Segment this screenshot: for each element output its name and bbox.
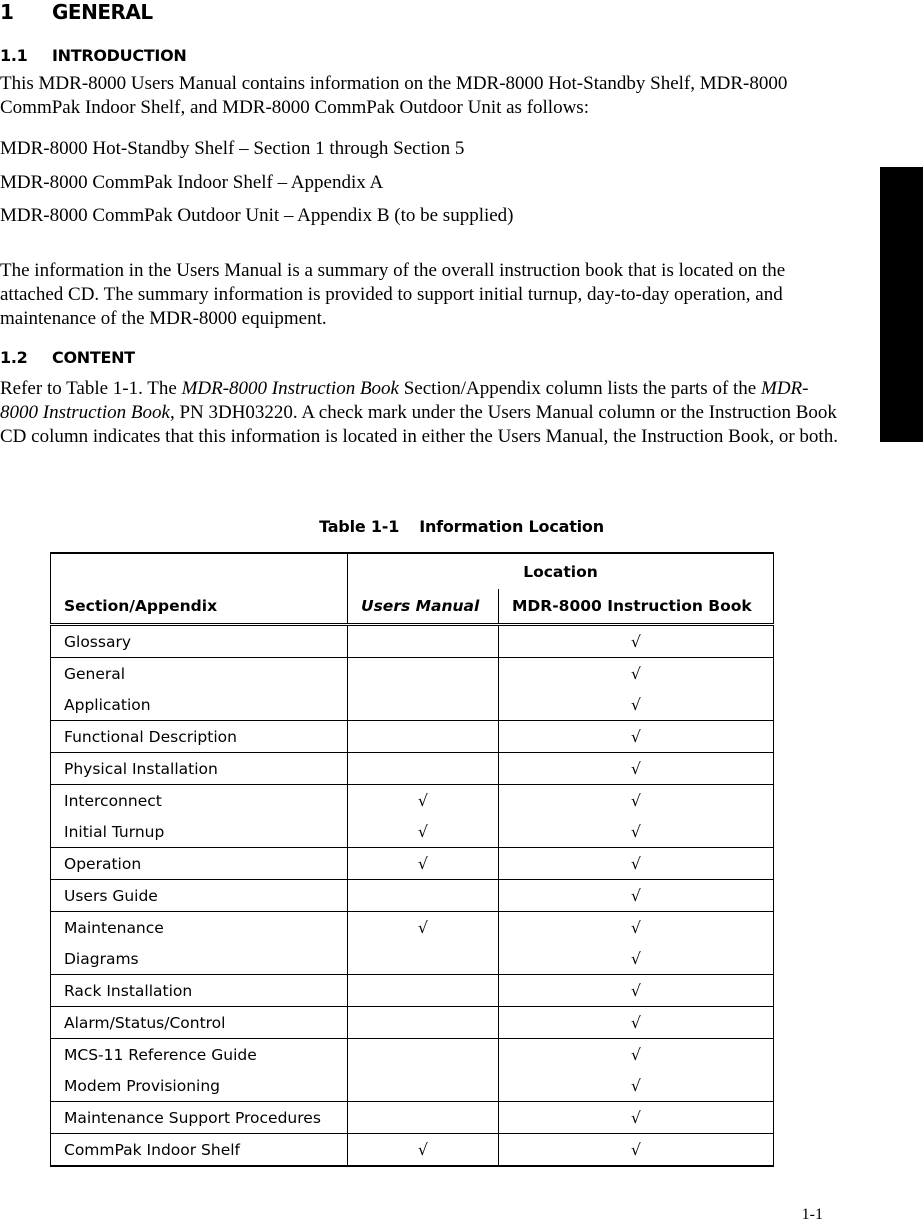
table-row (51, 943, 774, 975)
table-row (51, 785, 774, 817)
instruction-book-check: √ (499, 785, 774, 817)
intro-title: INTRODUCTION (52, 46, 187, 65)
section-tab-marker (880, 167, 923, 442)
row-label: Operation (51, 848, 348, 880)
table-row (51, 625, 774, 658)
table-row (51, 721, 774, 753)
table-row (51, 848, 774, 880)
users-manual-check: √ (348, 912, 499, 944)
instruction-book-check: √ (499, 721, 774, 753)
instruction-book-check: √ (499, 1134, 774, 1167)
instruction-book-check: √ (499, 1070, 774, 1102)
row-label: Modem Provisioning (51, 1070, 348, 1102)
row-label: Interconnect (51, 785, 348, 817)
intro-paragraph: This MDR-8000 Users Manual contains information on the MDR-8000 Hot-Standby Shelf, MDR-8000 CommPak Indoor Shelf, and MDR-8000 CommPak Outdoor Unit as follows: (0, 73, 788, 118)
users-manual-check (348, 1039, 499, 1071)
table-row (51, 816, 774, 848)
users-manual-check: √ (348, 816, 499, 848)
instruction-book-check: √ (499, 625, 774, 658)
header-blank (51, 553, 348, 589)
table-row (51, 1134, 774, 1167)
row-label: Functional Description (51, 721, 348, 753)
table-row (51, 1007, 774, 1039)
col-header-section: Section/Appendix (51, 589, 348, 625)
users-manual-check (348, 1102, 499, 1134)
row-label: Initial Turnup (51, 816, 348, 848)
row-label: Rack Installation (51, 975, 348, 1007)
section-number: 1 (0, 0, 14, 24)
content-text-e: , PN 3DH03220. A check mark under the Users Manual column or the Instruction Book CD column indicates that this information is located in either the Users Manual, the Instruction Book, or both. (0, 402, 838, 447)
instruction-book-check: √ (499, 1102, 774, 1134)
row-label: Alarm/Status/Control (51, 1007, 348, 1039)
row-label: General (51, 658, 348, 690)
users-manual-check (348, 658, 499, 690)
instruction-book-check: √ (499, 943, 774, 975)
instruction-book-check: √ (499, 658, 774, 690)
row-label: Application (51, 689, 348, 721)
users-manual-check (348, 880, 499, 912)
instruction-book-check: √ (499, 975, 774, 1007)
row-label: Physical Installation (51, 753, 348, 785)
table-row (51, 658, 774, 690)
table-row (51, 880, 774, 912)
table-row (51, 1039, 774, 1071)
instruction-book-check: √ (499, 1007, 774, 1039)
users-manual-check (348, 1007, 499, 1039)
page-number: 1-1 (801, 1206, 823, 1223)
users-manual-check: √ (348, 848, 499, 880)
table-row (51, 1070, 774, 1102)
table-caption-title: Information Location (419, 517, 604, 536)
table-row (51, 753, 774, 785)
table-row (51, 975, 774, 1007)
users-manual-check: √ (348, 1134, 499, 1167)
users-manual-check (348, 943, 499, 975)
instruction-book-check: √ (499, 816, 774, 848)
users-manual-check (348, 1070, 499, 1102)
table-caption (0, 517, 923, 536)
instruction-book-check: √ (499, 753, 774, 785)
row-label: Maintenance Support Procedures (51, 1102, 348, 1134)
table-row (51, 912, 774, 944)
intro-heading (0, 46, 186, 65)
row-label: Maintenance (51, 912, 348, 944)
intro-line-3: MDR-8000 CommPak Outdoor Unit – Appendix B (to be supplied) (0, 205, 514, 226)
users-manual-check (348, 625, 499, 658)
content-book-title-1: MDR-8000 Instruction Book (181, 378, 399, 399)
users-manual-check (348, 753, 499, 785)
table-row (51, 1102, 774, 1134)
instruction-book-check: √ (499, 689, 774, 721)
instruction-book-check: √ (499, 848, 774, 880)
row-label: MCS-11 Reference Guide (51, 1039, 348, 1071)
users-manual-check (348, 689, 499, 721)
col-header-users-manual: Users Manual (348, 589, 499, 625)
instruction-book-check: √ (499, 912, 774, 944)
row-label: CommPak Indoor Shelf (51, 1134, 348, 1167)
location-header: Location (348, 553, 774, 589)
section-heading (0, 0, 153, 24)
content-text-a: Refer to Table 1-1. The (0, 378, 182, 399)
users-manual-check: √ (348, 785, 499, 817)
intro-line-2: MDR-8000 CommPak Indoor Shelf – Appendix A (0, 172, 384, 193)
instruction-book-check: √ (499, 1039, 774, 1071)
row-label: Users Guide (51, 880, 348, 912)
intro-number: 1.1 (0, 46, 28, 65)
content-title: CONTENT (52, 348, 135, 367)
intro-line-1: MDR-8000 Hot-Standby Shelf – Section 1 through Section 5 (0, 138, 465, 159)
content-heading (0, 348, 135, 367)
content-book-title-2: MDR-8000 Instruction Book (0, 378, 809, 423)
users-manual-check (348, 721, 499, 753)
information-location-table (50, 552, 774, 1167)
content-number: 1.2 (0, 348, 28, 367)
row-label: Glossary (51, 625, 348, 658)
table-row (51, 689, 774, 721)
instruction-book-check: √ (499, 880, 774, 912)
content-text-c: Section/Appendix column lists the parts of the (398, 378, 761, 399)
row-label: Diagrams (51, 943, 348, 975)
content-paragraph (0, 377, 840, 449)
summary-paragraph: The information in the Users Manual is a summary of the overall instruction book that is located on the attached CD. The summary information is provided to support initial turnup, day-to-day operation, and maintenance of the MDR-8000 equipment. (0, 260, 786, 329)
section-title: GENERAL (52, 0, 153, 24)
col-header-instruction-book: MDR-8000 Instruction Book (499, 589, 774, 625)
users-manual-check (348, 975, 499, 1007)
table-caption-number: Table 1-1 (319, 517, 400, 536)
